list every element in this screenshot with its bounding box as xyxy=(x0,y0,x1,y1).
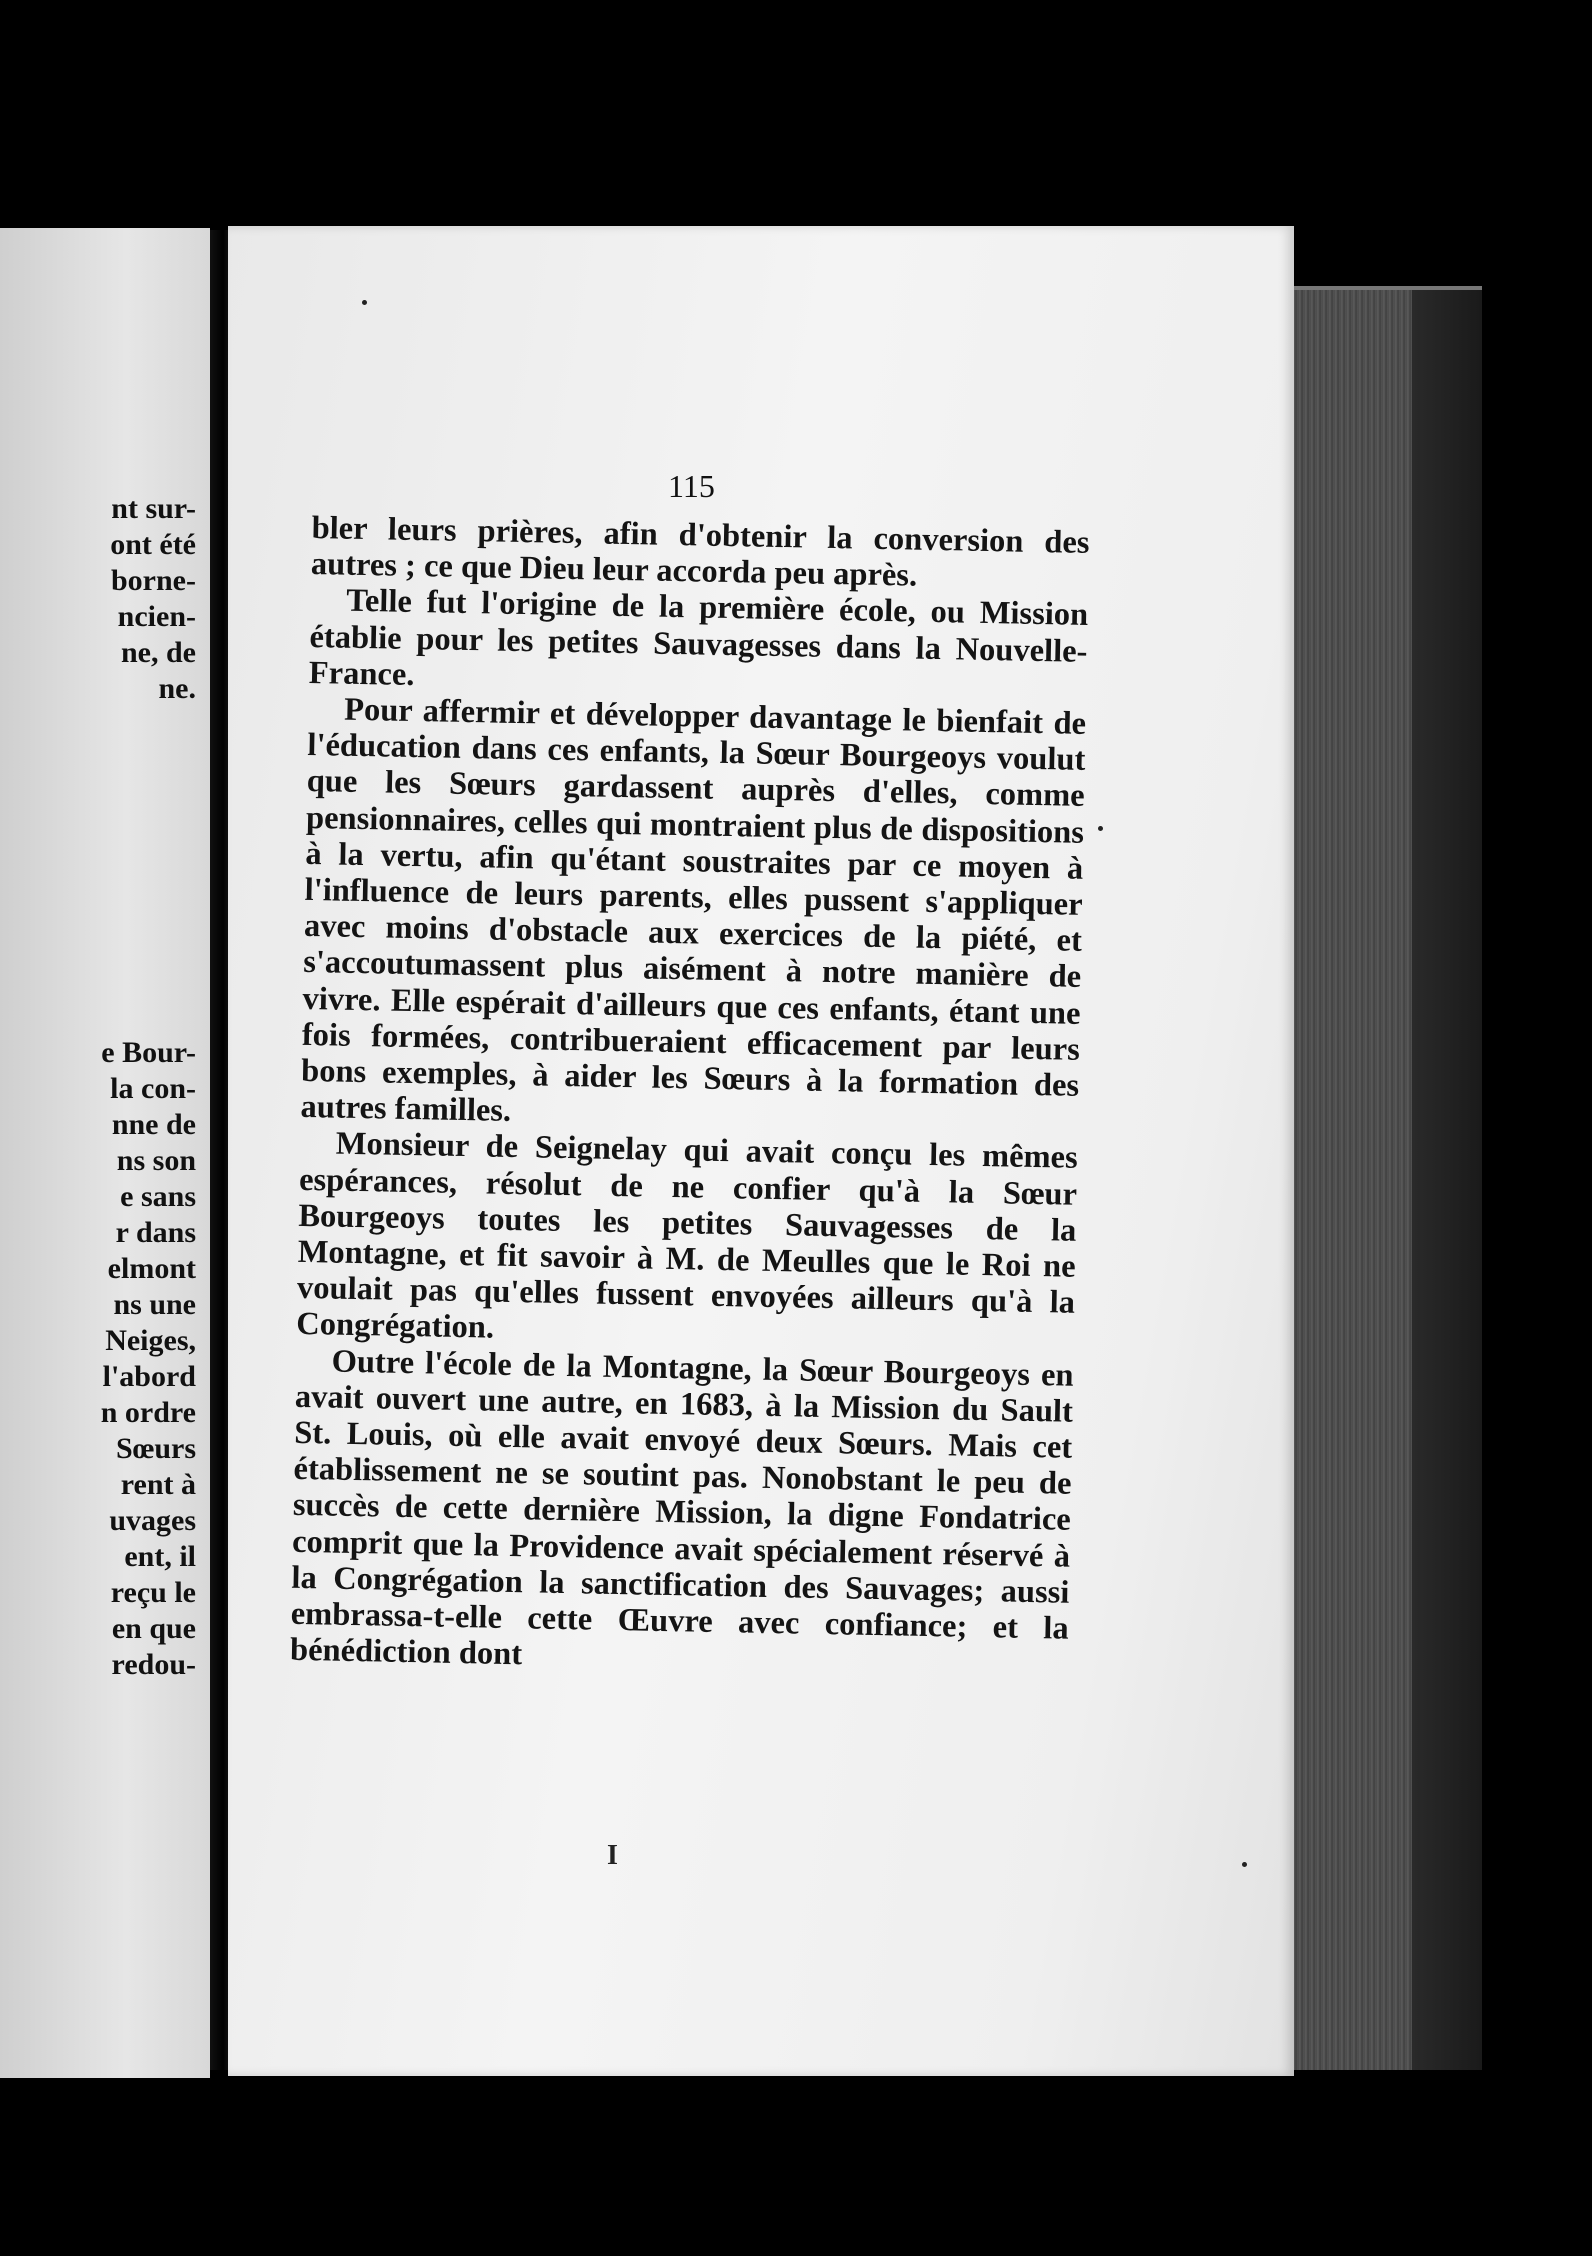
left-page-line: ne. xyxy=(158,672,196,705)
left-page-line: en que xyxy=(111,1612,196,1645)
left-page-line: la con- xyxy=(110,1072,196,1105)
left-page-line: e Bour- xyxy=(101,1036,196,1069)
book-cover-edge xyxy=(1412,290,1482,2070)
left-page-line: n ordre xyxy=(100,1396,196,1429)
paragraph: bler leurs prières, afin d'obtenir la conversion des autres ; ce que Dieu leur accorda peu après. xyxy=(310,510,1090,594)
left-page-line: reçu le xyxy=(110,1576,196,1609)
paragraph: Outre l'école de la Montagne, la Sœur Bourgeoys en avait ouvert une autre, en 1683, à la Mission du Sault St. Louis, où elle avait envoyé deux Sœurs. Mais cet établissement ne se soutint pas. Nonobstant le peu de succès de cette dernière Mission, la digne Fondatrice comprit que la Providence avait spécialement réservé à la Congrégation la sanctification des Sauvages; aussi embrassa-t-elle cette Œuvre avec confiance; et la bénédiction dont xyxy=(289,1343,1074,1673)
left-page-line: uvages xyxy=(109,1504,196,1537)
paragraph: Pour affermir et développer davantage le bienfait de l'éducation dans ces enfants, la Sœur Bourgeoys voulut que les Sœurs gardassent auprès d'elles, comme pensionnaires, celles qui montraient plus de dispositions à la vertu, afin qu'étant soustraites par ce moyen à l'influence de leurs parents, elles pussent s'appliquer avec moins d'obstacle aux exercices de la piété, et s'accoutumassent plus aisément à notre manière de vivre. Elle espérait d'ailleurs que ces enfants, étant une fois formées, contribueraient efficacement par leurs bons exemples, à aider les Sœurs à la formation des autres familles. xyxy=(300,691,1087,1130)
left-page-line: ne, de xyxy=(121,636,196,669)
left-page-line: ont été xyxy=(110,528,196,561)
left-page-line: ncien- xyxy=(117,600,196,633)
left-page-line: borne- xyxy=(111,564,196,597)
paragraph: Telle fut l'origine de la première école, ou Mission établie pour les petites Sauvagesses dans la Nouvelle-France. xyxy=(308,583,1089,693)
left-page-line: rent à xyxy=(120,1468,196,1501)
left-page-line: ns une xyxy=(113,1288,196,1321)
left-page-line: Neiges, xyxy=(105,1324,196,1357)
left-page-line: elmont xyxy=(107,1252,196,1285)
left-page-line: r dans xyxy=(115,1216,196,1249)
left-page-line: Sœurs xyxy=(115,1432,196,1465)
left-page-fragment xyxy=(0,228,210,2078)
left-page-line: ns son xyxy=(116,1144,196,1177)
left-page-line: redou- xyxy=(111,1648,196,1681)
page-body-text xyxy=(290,510,1090,1683)
left-page-line: ent, il xyxy=(124,1540,196,1573)
left-page-line: nt sur- xyxy=(111,492,196,525)
left-page-line: nne de xyxy=(111,1108,196,1141)
signature-mark: I xyxy=(607,1840,618,1871)
ink-speck xyxy=(362,300,367,305)
left-page-line: e sans xyxy=(120,1180,196,1213)
paragraph: Monsieur de Seignelay qui avait conçu les mêmes espérances, résolut de ne confier qu'à la Sœur Bourgeoys toutes les petites Sauvagesses de la Montagne, et fit savoir à M. de Meulles que le Roi ne voulait pas qu'elles fussent envoyées ailleurs qu'à la Congrégation. xyxy=(296,1126,1079,1347)
ink-speck xyxy=(1098,826,1103,831)
left-page-line: l'abord xyxy=(102,1360,196,1393)
ink-speck xyxy=(1242,1862,1247,1867)
page-number: 115 xyxy=(668,468,715,504)
